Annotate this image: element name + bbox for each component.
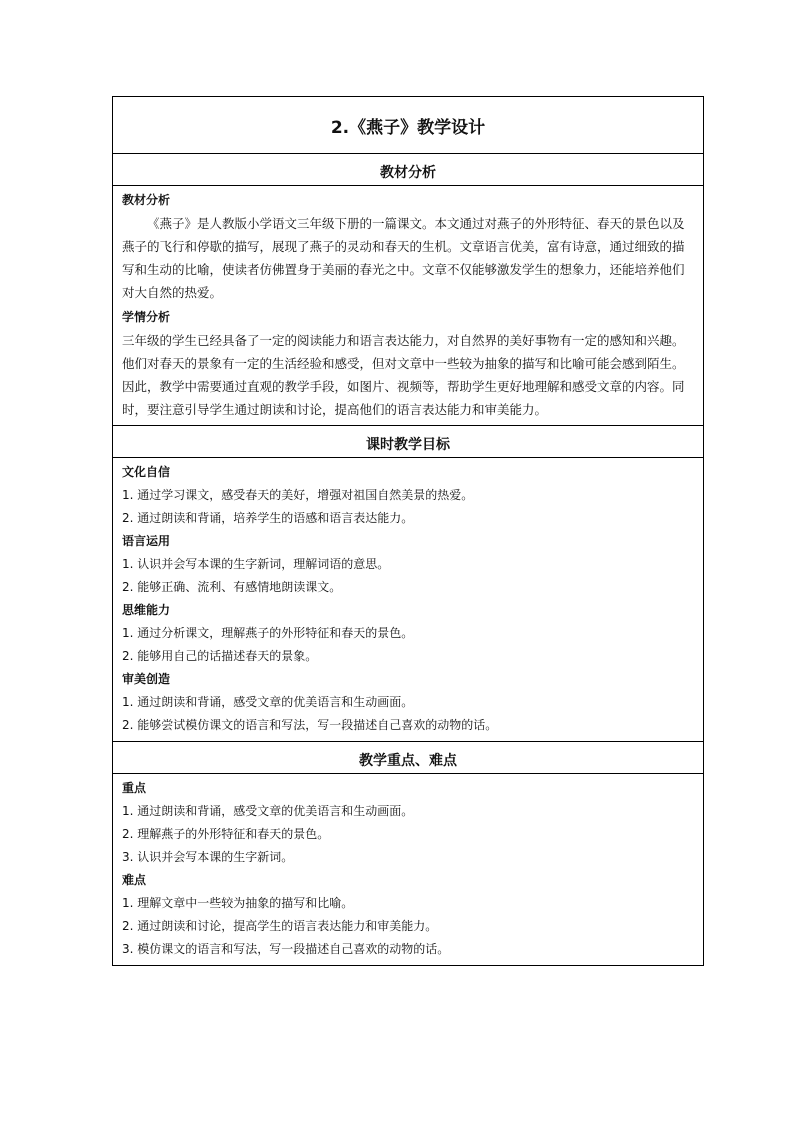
- key-point-item: 2. 理解燕子的外形特征和春天的景色。: [122, 827, 330, 841]
- goal-item: 1. 通过分析课文，理解燕子的外形特征和春天的景色。: [122, 626, 414, 640]
- goal-item: 2. 能够正确、流利、有感情地朗读课文。: [122, 580, 342, 594]
- goal-item: 1. 通过朗读和背诵，感受文章的优美语言和生动画面。: [122, 695, 414, 709]
- document-title: 2.《燕子》教学设计: [330, 117, 486, 138]
- goal-group-label: 审美创造: [122, 672, 171, 686]
- learner-analysis-text: 三年级的学生已经具备了一定的阅读能力和语言表达能力，对自然界的美好事物有一定的感知和兴趣。他们对春天的景象有一定的生活经验和感受，但对文章中一些较为抽象的描写和比喻可能会感到陌生。因此，教学中需要通过直观的教学手段，如图片、视频等，帮助学生更好地理解和感受文章的内容。同时，要注意引导学生通过朗读和讨论，提高他们的语言表达能力和审美能力。: [122, 333, 685, 417]
- difficult-point-item: 3. 模仿课文的语言和写法，写一段描述自己喜欢的动物的话。: [122, 942, 450, 956]
- goals-cell: [113, 457, 703, 741]
- section-heading-goals: 课时教学目标: [113, 425, 703, 457]
- goal-group-label: 文化自信: [122, 465, 171, 479]
- section-heading-focus: 教学重点、难点: [113, 741, 703, 773]
- key-points-label: 重点: [122, 781, 147, 795]
- goal-item: 2. 能够用自己的话描述春天的景象。: [122, 649, 318, 663]
- goal-item: 2. 通过朗读和背诵，培养学生的语感和语言表达能力。: [122, 511, 414, 525]
- textbook-analysis-text: 《燕子》是人教版小学语文三年级下册的一篇课文。本文通过对燕子的外形特征、春天的景色以及燕子的飞行和停歇的描写，展现了燕子的灵动和春天的生机。文章语言优美，富有诗意，通过细致的描写和生动的比喻，使读者仿佛置身于美丽的春光之中。文章不仅能够激发学生的想象力，还能培养他们对大自然的热爱。: [122, 216, 685, 300]
- learner-analysis-label: 学情分析: [122, 310, 171, 324]
- analysis-cell: [113, 185, 703, 425]
- goal-item: 1. 通过学习课文，感受春天的美好，增强对祖国自然美景的热爱。: [122, 488, 474, 502]
- section-heading-analysis: 教材分析: [113, 153, 703, 185]
- key-point-item: 3. 认识并会写本课的生字新词。: [122, 850, 294, 864]
- focus-cell: [113, 773, 703, 965]
- difficult-point-item: 1. 理解文章中一些较为抽象的描写和比喻。: [122, 896, 354, 910]
- goal-item: 1. 认识并会写本课的生字新词，理解词语的意思。: [122, 557, 390, 571]
- goal-group-label: 语言运用: [122, 534, 171, 548]
- lesson-plan-table: [112, 96, 704, 966]
- difficult-point-item: 2. 通过朗读和讨论，提高学生的语言表达能力和审美能力。: [122, 919, 438, 933]
- key-point-item: 1. 通过朗读和背诵，感受文章的优美语言和生动画面。: [122, 804, 414, 818]
- difficult-points-label: 难点: [122, 873, 147, 887]
- textbook-analysis-label: 教材分析: [122, 193, 171, 207]
- goal-item: 2. 能够尝试模仿课文的语言和写法，写一段描述自己喜欢的动物的话。: [122, 718, 498, 732]
- goal-group-label: 思维能力: [122, 603, 171, 617]
